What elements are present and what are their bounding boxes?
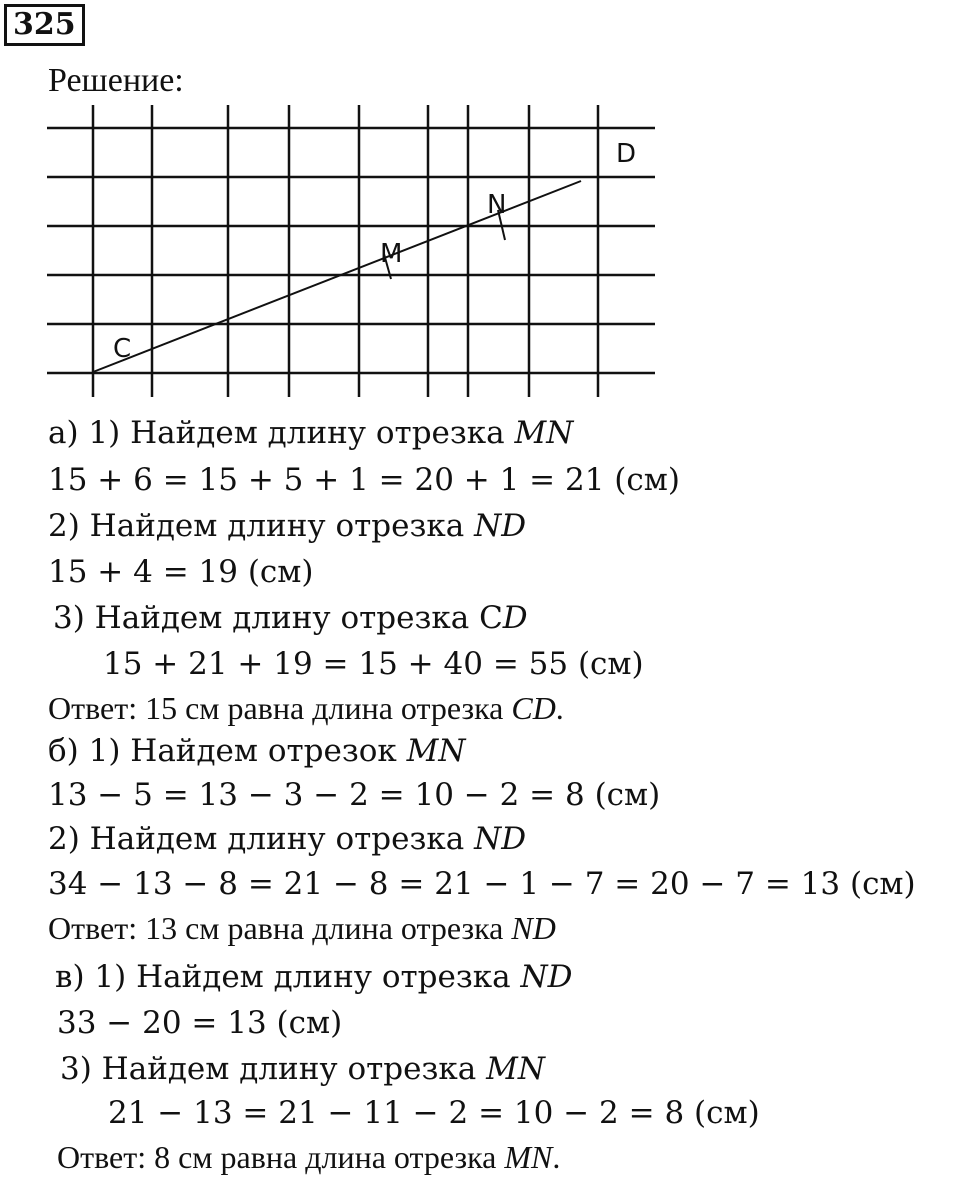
segment-variable: MN xyxy=(504,1139,553,1175)
line-text: 2) Найдем длину отрезка xyxy=(48,508,475,544)
segment-variable: ND xyxy=(474,508,527,544)
solution-line-b1c xyxy=(48,775,660,815)
segment-diagram xyxy=(0,0,960,400)
solution-line-c3 xyxy=(60,1049,545,1089)
point-c-label: C xyxy=(113,334,132,364)
point-d-label: D xyxy=(616,139,637,169)
line-suffix: . xyxy=(555,690,564,726)
line-text: 3) Найдем длину отрезка xyxy=(60,1051,487,1087)
point-m-label: M xyxy=(380,239,403,269)
solution-line-b2 xyxy=(48,819,526,859)
solution-line-b2c xyxy=(48,864,916,904)
line-text: 2) Найдем длину отрезка xyxy=(48,821,475,857)
segment-variable: CD xyxy=(511,690,556,726)
line-text: 15 + 6 = 15 + 5 + 1 = 20 + 1 = 21 (см) xyxy=(48,462,680,498)
solution-heading: Решение: xyxy=(48,62,184,99)
solution-line-a1 xyxy=(48,413,573,453)
segment-variable: ND xyxy=(520,959,573,995)
solution-line-a2 xyxy=(48,506,526,546)
segment-variable: D xyxy=(502,600,528,636)
grid xyxy=(47,105,655,397)
line-text: в) 1) Найдем длину отрезка xyxy=(55,959,521,995)
segment-variable: MN xyxy=(486,1051,545,1087)
line-suffix: . xyxy=(552,1139,561,1175)
segment-variable: MN xyxy=(406,733,466,769)
line-text: Ответ: 8 см равна длина отрезка xyxy=(57,1139,505,1175)
solution-line-c3c xyxy=(108,1093,760,1133)
line-text: 34 − 13 − 8 = 21 − 8 = 21 − 1 − 7 = 20 − 7 = 13 (см) xyxy=(48,866,916,902)
line-text: 21 − 13 = 21 − 11 − 2 = 10 − 2 = 8 (см) xyxy=(108,1095,760,1131)
line-text: 15 + 21 + 19 = 15 + 40 = 55 (см) xyxy=(103,646,644,682)
line-text: 3) Найдем длину отрезка C xyxy=(53,600,503,636)
solution-line-aans xyxy=(48,688,564,728)
solution-line-cans xyxy=(57,1137,560,1177)
solution-line-c1c xyxy=(57,1003,342,1043)
solution-line-a1c xyxy=(48,460,680,500)
line-text: Ответ: 15 см равна длина отрезка xyxy=(48,690,512,726)
line-text: б) 1) Найдем отрезок xyxy=(48,733,407,769)
line-text: 13 − 5 = 13 − 3 − 2 = 10 − 2 = 8 (см) xyxy=(48,777,661,813)
solution-line-c1 xyxy=(55,957,572,997)
line-text: Ответ: 13 см равна длина отрезка xyxy=(48,910,512,946)
solution-line-a3 xyxy=(53,598,528,638)
segment-variable: ND xyxy=(474,821,527,857)
line-text: 33 − 20 = 13 (см) xyxy=(57,1005,343,1041)
point-n-label: N xyxy=(487,190,507,220)
solution-line-a3c xyxy=(103,644,644,684)
line-text: 15 + 4 = 19 (см) xyxy=(48,554,314,590)
segment-cd xyxy=(93,181,581,372)
segment-variable: MN xyxy=(514,415,574,451)
problem-number: 325 xyxy=(4,4,85,46)
segment-variable: ND xyxy=(511,910,556,946)
solution-line-b1 xyxy=(48,731,466,771)
solution-line-a2c xyxy=(48,552,314,592)
line-text: а) 1) Найдем длину отрезка xyxy=(48,415,515,451)
solution-line-bans xyxy=(48,908,556,948)
